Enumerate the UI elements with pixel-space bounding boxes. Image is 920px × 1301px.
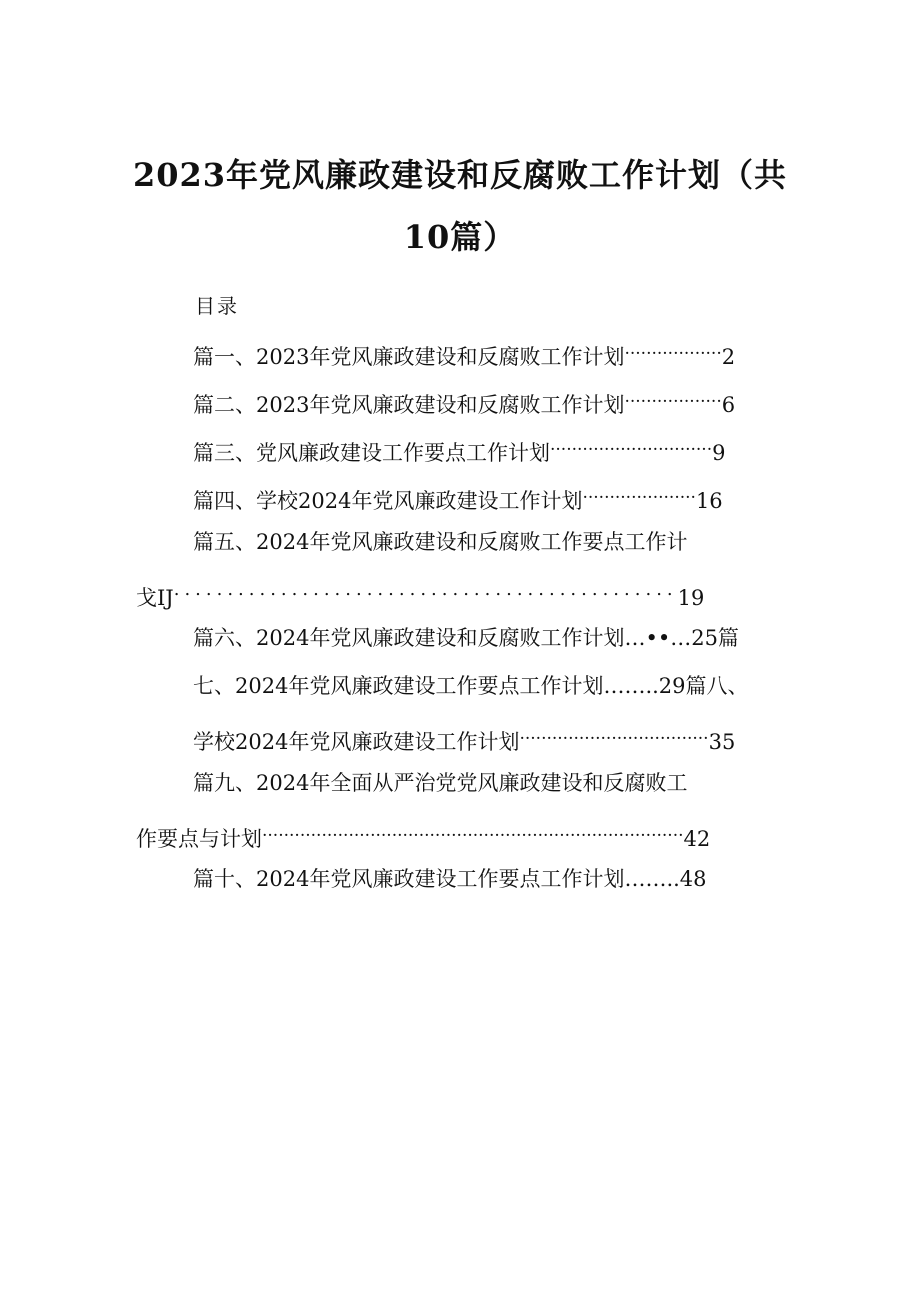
toc-entry-text: 篇二、2023年党风廉政建设和反腐败工作计划 xyxy=(193,393,625,417)
toc-page-number: 6 xyxy=(721,393,736,417)
toc-leader-dots: .................. xyxy=(624,387,722,407)
toc-leader-dots: ..................... xyxy=(582,483,696,503)
toc-entry-9-continued[interactable] xyxy=(136,816,711,851)
toc-entry-text: 篇三、党风廉政建设工作要点工作计划 xyxy=(193,441,550,465)
toc-page-number: 9 xyxy=(712,441,726,465)
toc-entry-text: 七、2024年党风廉政建设工作要点工作计划……..29篇八、 xyxy=(193,674,749,698)
toc-entry-text: 篇一、2023年党风廉政建设和反腐败工作计划 xyxy=(193,345,625,369)
toc-entry-7[interactable] xyxy=(193,671,749,701)
toc-page-number: 19 xyxy=(677,586,705,610)
toc-leader-dots: ............................................... xyxy=(173,579,678,600)
document-title-line-1: 2023年党风廉政建设和反腐败工作计划（共 xyxy=(132,156,788,194)
toc-entry-6[interactable] xyxy=(193,623,739,653)
toc-entry-5[interactable] xyxy=(193,527,687,557)
toc-entry-text: 戈IJ xyxy=(136,586,174,610)
toc-page-number: 35 xyxy=(708,730,736,754)
toc-entry-3[interactable] xyxy=(193,430,726,465)
toc-entry-text: 学校2024年党风廉政建设工作计划 xyxy=(193,730,520,754)
toc-leader-dots: .............................. xyxy=(550,435,713,455)
toc-entry-10[interactable] xyxy=(193,864,707,894)
toc-entry-8[interactable] xyxy=(193,719,736,754)
toc-leader-dots: .................. xyxy=(624,339,722,359)
toc-entry-2[interactable] xyxy=(193,382,736,417)
toc-entry-text: 作要点与计划 xyxy=(136,827,262,851)
toc-page-number: 16 xyxy=(695,489,723,513)
toc-page-number: 42 xyxy=(683,827,711,851)
toc-entry-text: 篇六、2024年党风廉政建设和反腐败工作计划…••…25篇 xyxy=(193,626,739,650)
document-title-line-2: 10篇） xyxy=(403,218,517,256)
toc-leader-dots: .............................................................................. xyxy=(262,821,684,841)
toc-entry-text: 篇五、2024年党风廉政建设和反腐败工作要点工作计 xyxy=(193,530,688,554)
toc-page-number: 2 xyxy=(721,345,736,369)
toc-heading: 目录 xyxy=(195,294,239,318)
toc-leader-dots: ................................... xyxy=(519,724,709,744)
toc-entry-9[interactable] xyxy=(193,768,687,798)
toc-entry-1[interactable] xyxy=(193,334,736,369)
toc-entry-4[interactable] xyxy=(193,478,723,513)
toc-entry-text: 篇四、学校2024年党风廉政建设工作计划 xyxy=(193,489,583,513)
toc-entry-text: 篇十、2024年党风廉政建设工作要点工作计划……..48 xyxy=(193,867,707,891)
toc-entry-5-continued[interactable] xyxy=(136,575,705,610)
toc-entry-text: 篇九、2024年全面从严治党党风廉政建设和反腐败工 xyxy=(193,771,688,795)
